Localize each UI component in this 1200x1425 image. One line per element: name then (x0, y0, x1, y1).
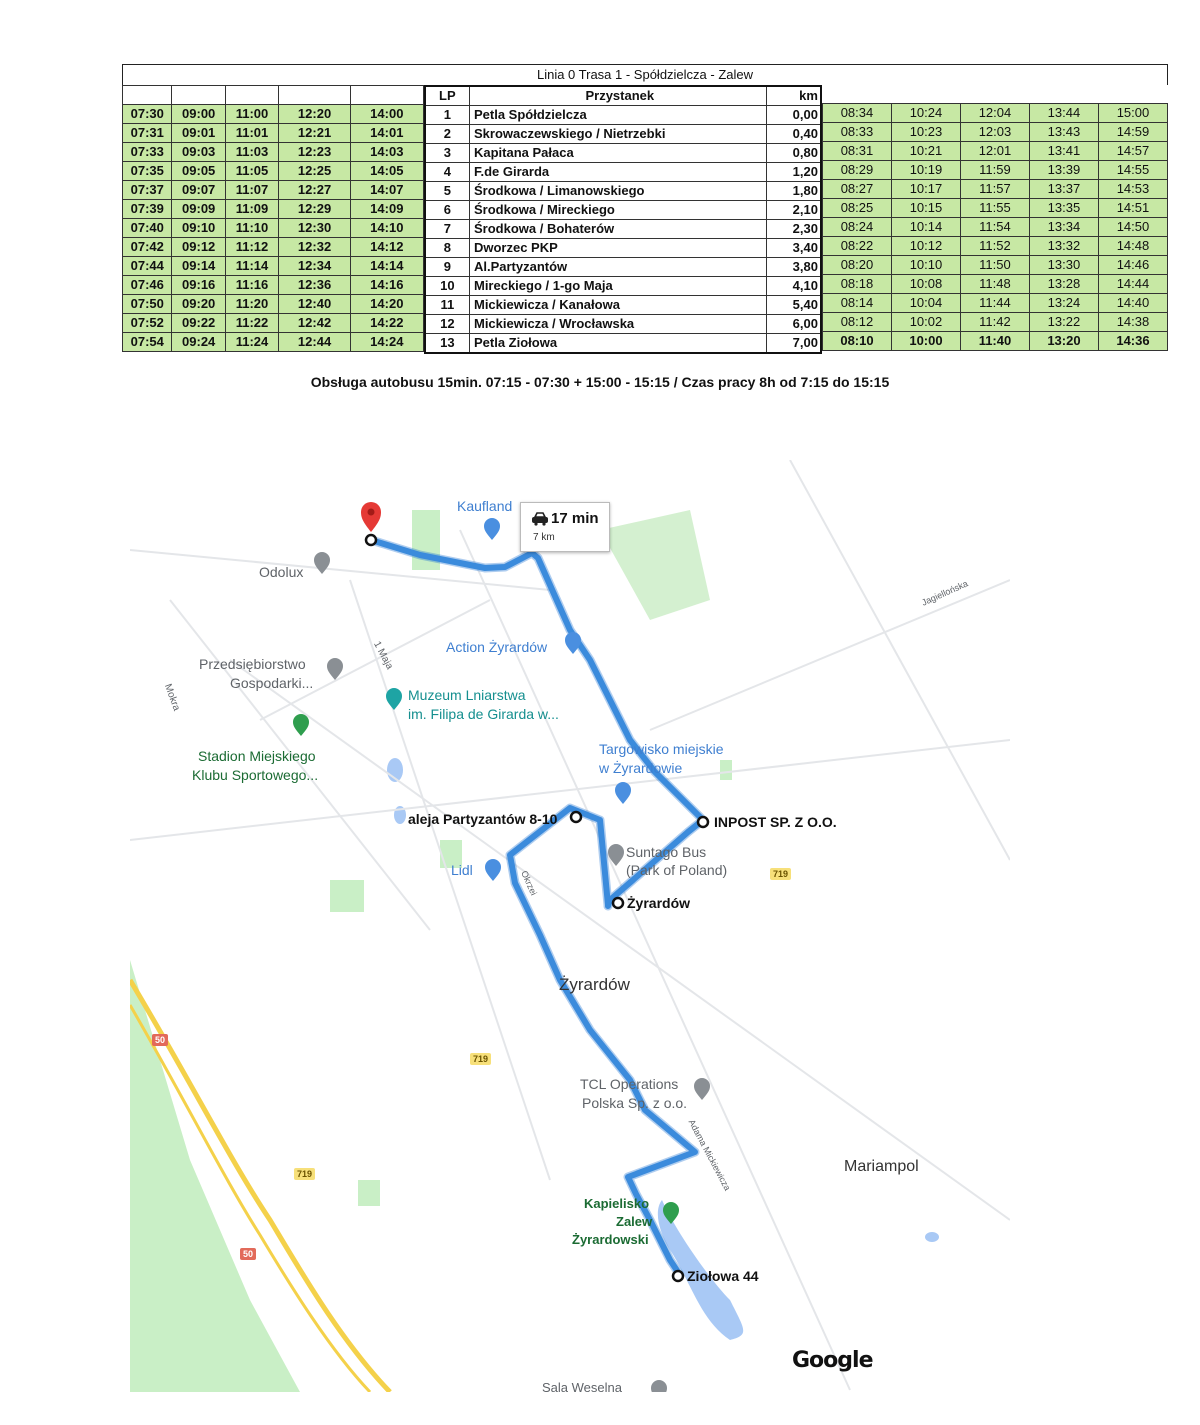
return-time: 13:39 (1029, 161, 1098, 180)
return-time: 14:55 (1098, 161, 1167, 180)
departure-time: 07:33 (123, 143, 172, 162)
table-row (123, 124, 424, 143)
place-muzeum[interactable]: im. Filipa de Girarda w... (408, 706, 559, 722)
return-time: 11:54 (960, 218, 1029, 237)
departure-time: 07:46 (123, 276, 172, 295)
table-row (123, 200, 424, 219)
stop-name: Środkowa / Mireckiego (469, 201, 766, 220)
departure-time: 12:29 (279, 200, 351, 219)
departure-time: 14:10 (350, 219, 423, 238)
stop-km: 0,00 (766, 106, 821, 125)
stop-lp: 8 (425, 239, 470, 258)
place-lidl[interactable]: Lidl (451, 862, 473, 878)
return-time: 14:48 (1098, 237, 1167, 256)
departure-time: 12:34 (279, 257, 351, 276)
departure-time: 11:16 (225, 276, 278, 295)
waypoint-label-ziolowa[interactable]: Ziołowa 44 (687, 1268, 759, 1284)
place-stadion[interactable]: Stadion Miejskiego (198, 748, 316, 764)
return-time: 10:17 (891, 180, 960, 199)
table-row (123, 162, 424, 181)
table-row (425, 277, 821, 296)
departure-time: 12:42 (279, 314, 351, 333)
waypoint-zyrardow (613, 898, 623, 908)
table-row (425, 334, 821, 354)
table-row (123, 238, 424, 257)
return-time: 10:24 (891, 104, 960, 123)
departure-time: 12:25 (279, 162, 351, 181)
stop-lp: 10 (425, 277, 470, 296)
return-time: 08:22 (822, 237, 891, 256)
departure-time: 14:05 (350, 162, 423, 181)
return-time: 08:12 (822, 313, 891, 332)
departure-time: 11:09 (225, 200, 278, 219)
departure-time: 07:39 (123, 200, 172, 219)
departure-time: 12:27 (279, 181, 351, 200)
table-row (822, 332, 1167, 351)
table-row (123, 219, 424, 238)
departure-time: 14:12 (350, 238, 423, 257)
stop-lp: 5 (425, 182, 470, 201)
return-time: 10:04 (891, 294, 960, 313)
return-time: 08:10 (822, 332, 891, 351)
return-time: 14:59 (1098, 123, 1167, 142)
return-time: 11:50 (960, 256, 1029, 275)
stop-km: 0,80 (766, 144, 821, 163)
departure-time: 12:36 (279, 276, 351, 295)
return-time: 10:14 (891, 218, 960, 237)
stop-name: Kapitana Pałaca (469, 144, 766, 163)
road-shield-719: 719 (770, 868, 791, 880)
road-shield-50: 50 (240, 1248, 256, 1260)
stop-km: 2,30 (766, 220, 821, 239)
place-action[interactable]: Action Żyrardów (446, 639, 548, 655)
stop-lp: 3 (425, 144, 470, 163)
return-time: 14:53 (1098, 180, 1167, 199)
place-sala[interactable]: Sala Weselna (542, 1380, 622, 1392)
stops-table (424, 85, 822, 354)
table-row (425, 125, 821, 144)
return-time: 11:55 (960, 199, 1029, 218)
table-row (425, 239, 821, 258)
return-time: 11:40 (960, 332, 1029, 351)
table-row (123, 181, 424, 200)
place-city[interactable]: Żyrardów (559, 975, 630, 994)
stop-name: Skrowaczewskiego / Nietrzebki (469, 125, 766, 144)
place-przedsiebiorstwo[interactable]: Przedsiębiorstwo (199, 656, 306, 672)
table-row (425, 163, 821, 182)
service-note: Obsługa autobusu 15min. 07:15 - 07:30 + 15:00 - 15:15 / Czas pracy 8h od 7:15 do 15:15 (310, 374, 890, 390)
place-kaufland[interactable]: Kaufland (457, 498, 513, 514)
table-row (822, 123, 1167, 142)
table-row (425, 182, 821, 201)
return-time: 10:23 (891, 123, 960, 142)
google-logo: Google (792, 1348, 873, 1373)
departure-time: 12:21 (279, 124, 351, 143)
road-shield-719: 719 (470, 1053, 491, 1065)
departure-time: 09:12 (172, 238, 225, 257)
table-row (822, 180, 1167, 199)
departure-time: 14:00 (350, 105, 423, 124)
return-time: 10:15 (891, 199, 960, 218)
table-row (425, 315, 821, 334)
departure-time: 12:20 (279, 105, 351, 124)
road-shield-50: 50 (152, 1034, 168, 1046)
waypoint-label-partyzantow[interactable]: aleja Partyzantów 8-10 (408, 811, 558, 827)
return-time: 08:31 (822, 142, 891, 161)
stop-lp: 7 (425, 220, 470, 239)
place-targowisko[interactable]: w Żyrardowie (599, 760, 683, 776)
return-time: 10:10 (891, 256, 960, 275)
return-time: 08:24 (822, 218, 891, 237)
return-time: 12:01 (960, 142, 1029, 161)
table-row (425, 296, 821, 315)
place-tcl[interactable]: TCL Operations (580, 1076, 679, 1092)
departure-time: 07:37 (123, 181, 172, 200)
return-time: 13:35 (1029, 199, 1098, 218)
table-row (822, 256, 1167, 275)
departure-time: 07:40 (123, 219, 172, 238)
stop-km: 4,10 (766, 277, 821, 296)
return-time: 08:29 (822, 161, 891, 180)
table-row (123, 143, 424, 162)
stop-name: Mireckiego / 1-go Maja (469, 277, 766, 296)
stop-km: 0,40 (766, 125, 821, 144)
place-odolux[interactable]: Odolux (259, 564, 304, 580)
departure-time: 09:05 (172, 162, 225, 181)
departure-time: 14:16 (350, 276, 423, 295)
park-area (720, 760, 732, 780)
place-targowisko[interactable]: Targowisko miejskie (599, 741, 724, 757)
table-row (425, 258, 821, 277)
return-time: 13:30 (1029, 256, 1098, 275)
header-km: km (766, 86, 821, 106)
table-row (822, 104, 1167, 123)
return-time: 13:28 (1029, 275, 1098, 294)
return-time: 13:37 (1029, 180, 1098, 199)
stop-name: Środkowa / Bohaterów (469, 220, 766, 239)
departure-time: 09:20 (172, 295, 225, 314)
return-time: 14:38 (1098, 313, 1167, 332)
departure-time: 11:10 (225, 219, 278, 238)
stop-name: Mickiewicza / Wrocławska (469, 315, 766, 334)
table-row (822, 237, 1167, 256)
stop-km: 5,40 (766, 296, 821, 315)
route-distance: 7 km (533, 532, 555, 543)
stop-name: F.de Girarda (469, 163, 766, 182)
return-time: 13:20 (1029, 332, 1098, 351)
table-row (822, 218, 1167, 237)
departure-time: 07:35 (123, 162, 172, 181)
return-time: 12:04 (960, 104, 1029, 123)
stop-name: Dworzec PKP (469, 239, 766, 258)
departure-time: 11:14 (225, 257, 278, 276)
departure-time: 07:44 (123, 257, 172, 276)
departure-time: 14:01 (350, 124, 423, 143)
return-time: 10:19 (891, 161, 960, 180)
return-time: 08:33 (822, 123, 891, 142)
return-time: 08:27 (822, 180, 891, 199)
return-time: 08:25 (822, 199, 891, 218)
stop-name: Mickiewicza / Kanałowa (469, 296, 766, 315)
departure-time: 12:44 (279, 333, 351, 352)
stop-km: 1,80 (766, 182, 821, 201)
place-suntago[interactable]: (Park of Poland) (626, 862, 728, 878)
route-map[interactable] (130, 460, 1010, 1392)
return-time: 08:20 (822, 256, 891, 275)
return-time: 10:12 (891, 237, 960, 256)
stop-lp: 13 (425, 334, 470, 354)
return-time: 14:40 (1098, 294, 1167, 313)
stop-lp: 6 (425, 201, 470, 220)
departure-time: 09:14 (172, 257, 225, 276)
table-header-row (123, 86, 424, 105)
departure-time: 14:03 (350, 143, 423, 162)
park-area (358, 1180, 380, 1206)
return-time: 15:00 (1098, 104, 1167, 123)
departure-time: 07:31 (123, 124, 172, 143)
return-time: 11:52 (960, 237, 1029, 256)
road-shield-719: 719 (294, 1168, 315, 1180)
return-time: 11:42 (960, 313, 1029, 332)
route-duration: 17 min (551, 510, 599, 527)
return-time: 14:57 (1098, 142, 1167, 161)
departure-time: 14:07 (350, 181, 423, 200)
place-suntago[interactable]: Suntago Bus (626, 844, 707, 860)
departures-out-table (122, 85, 424, 352)
departure-time: 14:20 (350, 295, 423, 314)
departure-time: 11:22 (225, 314, 278, 333)
car-icon (531, 512, 549, 526)
return-time: 13:24 (1029, 294, 1098, 313)
departure-time: 09:24 (172, 333, 225, 352)
table-row (822, 199, 1167, 218)
departure-time: 11:01 (225, 124, 278, 143)
departures-back-table (822, 103, 1168, 351)
return-time: 10:21 (891, 142, 960, 161)
return-time: 13:43 (1029, 123, 1098, 142)
departure-time: 12:40 (279, 295, 351, 314)
table-row (822, 313, 1167, 332)
departure-time: 12:23 (279, 143, 351, 162)
stop-lp: 2 (425, 125, 470, 144)
table-row (425, 220, 821, 239)
street-maja: 1 Maja (371, 639, 395, 672)
departure-time: 14:24 (350, 333, 423, 352)
table-row (822, 275, 1167, 294)
waypoint-ziolowa (673, 1271, 683, 1281)
departure-time: 09:22 (172, 314, 225, 333)
departure-time: 09:07 (172, 181, 225, 200)
header-stop: Przystanek (469, 86, 766, 106)
departure-time: 11:00 (225, 105, 278, 124)
departure-time: 09:10 (172, 219, 225, 238)
place-przedsiebiorstwo[interactable]: Gospodarki... (230, 675, 314, 691)
table-row (822, 142, 1167, 161)
departure-time: 09:03 (172, 143, 225, 162)
departure-time: 14:09 (350, 200, 423, 219)
place-stadion[interactable]: Klubu Sportowego... (192, 767, 319, 783)
departure-time: 12:30 (279, 219, 351, 238)
table-row (123, 105, 424, 124)
stop-name: Środkowa / Limanowskiego (469, 182, 766, 201)
return-time: 14:44 (1098, 275, 1167, 294)
street-okrzei: Okrzei (519, 869, 539, 897)
departure-time: 14:22 (350, 314, 423, 333)
table-row (822, 161, 1167, 180)
street-mokra: Mokra (161, 682, 182, 713)
return-time: 08:34 (822, 104, 891, 123)
place-tcl[interactable]: Polska Sp. z o.o. (582, 1095, 688, 1111)
return-time: 11:57 (960, 180, 1029, 199)
table-row (822, 294, 1167, 313)
departure-time: 09:01 (172, 124, 225, 143)
return-time: 14:46 (1098, 256, 1167, 275)
return-time: 10:08 (891, 275, 960, 294)
waypoint-label-zyrardow[interactable]: Żyrardów (627, 895, 691, 911)
header-lp: LP (425, 86, 470, 106)
place-kapielisko[interactable]: Zalew (616, 1214, 653, 1229)
departure-time: 11:12 (225, 238, 278, 257)
departure-time: 09:09 (172, 200, 225, 219)
place-kapielisko[interactable]: Żyrardowski (572, 1232, 649, 1247)
return-time: 10:00 (891, 332, 960, 351)
return-time: 13:22 (1029, 313, 1098, 332)
place-kapielisko[interactable]: Kapielisko (584, 1196, 650, 1211)
stop-km: 3,40 (766, 239, 821, 258)
pond (925, 1232, 939, 1242)
departure-time: 11:05 (225, 162, 278, 181)
departure-time: 09:00 (172, 105, 225, 124)
return-time: 14:36 (1098, 332, 1167, 351)
table-row (425, 106, 821, 125)
stop-lp: 4 (425, 163, 470, 182)
departure-time: 12:32 (279, 238, 351, 257)
return-time: 11:59 (960, 161, 1029, 180)
place-mariampol[interactable]: Mariampol (844, 1158, 919, 1175)
departure-time: 11:20 (225, 295, 278, 314)
departure-time: 09:16 (172, 276, 225, 295)
stop-lp: 11 (425, 296, 470, 315)
timetable (122, 64, 1168, 354)
stop-km: 7,00 (766, 334, 821, 354)
waypoint-label-inpost[interactable]: INPOST SP. Z O.O. (714, 814, 837, 830)
departure-time: 07:30 (123, 105, 172, 124)
park-area (330, 880, 364, 912)
route-start (366, 535, 376, 545)
return-time: 12:03 (960, 123, 1029, 142)
departure-time: 11:07 (225, 181, 278, 200)
table-row (123, 257, 424, 276)
return-time: 08:14 (822, 294, 891, 313)
street-jagiellonska: Jagiellońska (920, 578, 970, 608)
return-time: 14:50 (1098, 218, 1167, 237)
waypoint-inpost (698, 817, 708, 827)
return-time: 08:18 (822, 275, 891, 294)
return-time: 13:34 (1029, 218, 1098, 237)
departure-time: 14:14 (350, 257, 423, 276)
table-row (123, 333, 424, 352)
stop-km: 1,20 (766, 163, 821, 182)
departure-time: 07:52 (123, 314, 172, 333)
table-row (123, 276, 424, 295)
street-mickiewicza: Adama Mickiewicza (686, 1117, 733, 1193)
table-row (123, 314, 424, 333)
return-time: 10:02 (891, 313, 960, 332)
return-time: 11:44 (960, 294, 1029, 313)
stop-lp: 12 (425, 315, 470, 334)
stop-km: 3,80 (766, 258, 821, 277)
stop-name: Petla Ziołowa (469, 334, 766, 354)
departure-time: 07:54 (123, 333, 172, 352)
return-time: 13:32 (1029, 237, 1098, 256)
table-header-row (425, 86, 821, 106)
return-time: 13:41 (1029, 142, 1098, 161)
stop-name: Petla Spółdzielcza (469, 106, 766, 125)
waypoint-partyzantow (571, 812, 581, 822)
departure-time: 07:50 (123, 295, 172, 314)
stop-name: Al.Partyzantów (469, 258, 766, 277)
stop-lp: 9 (425, 258, 470, 277)
timetable-title: Linia 0 Trasa 1 - Spółdzielcza - Zalew (122, 64, 1168, 85)
stop-km: 2,10 (766, 201, 821, 220)
route-info-box[interactable] (520, 502, 610, 552)
place-muzeum[interactable]: Muzeum Lniarstwa (408, 687, 526, 703)
return-time: 14:51 (1098, 199, 1167, 218)
departure-time: 07:42 (123, 238, 172, 257)
table-row (425, 144, 821, 163)
table-row (123, 295, 424, 314)
return-time: 13:44 (1029, 104, 1098, 123)
map-background (130, 460, 1010, 1392)
departure-time: 11:24 (225, 333, 278, 352)
table-row (425, 201, 821, 220)
return-time: 11:48 (960, 275, 1029, 294)
departure-time: 11:03 (225, 143, 278, 162)
stop-km: 6,00 (766, 315, 821, 334)
stop-lp: 1 (425, 106, 470, 125)
